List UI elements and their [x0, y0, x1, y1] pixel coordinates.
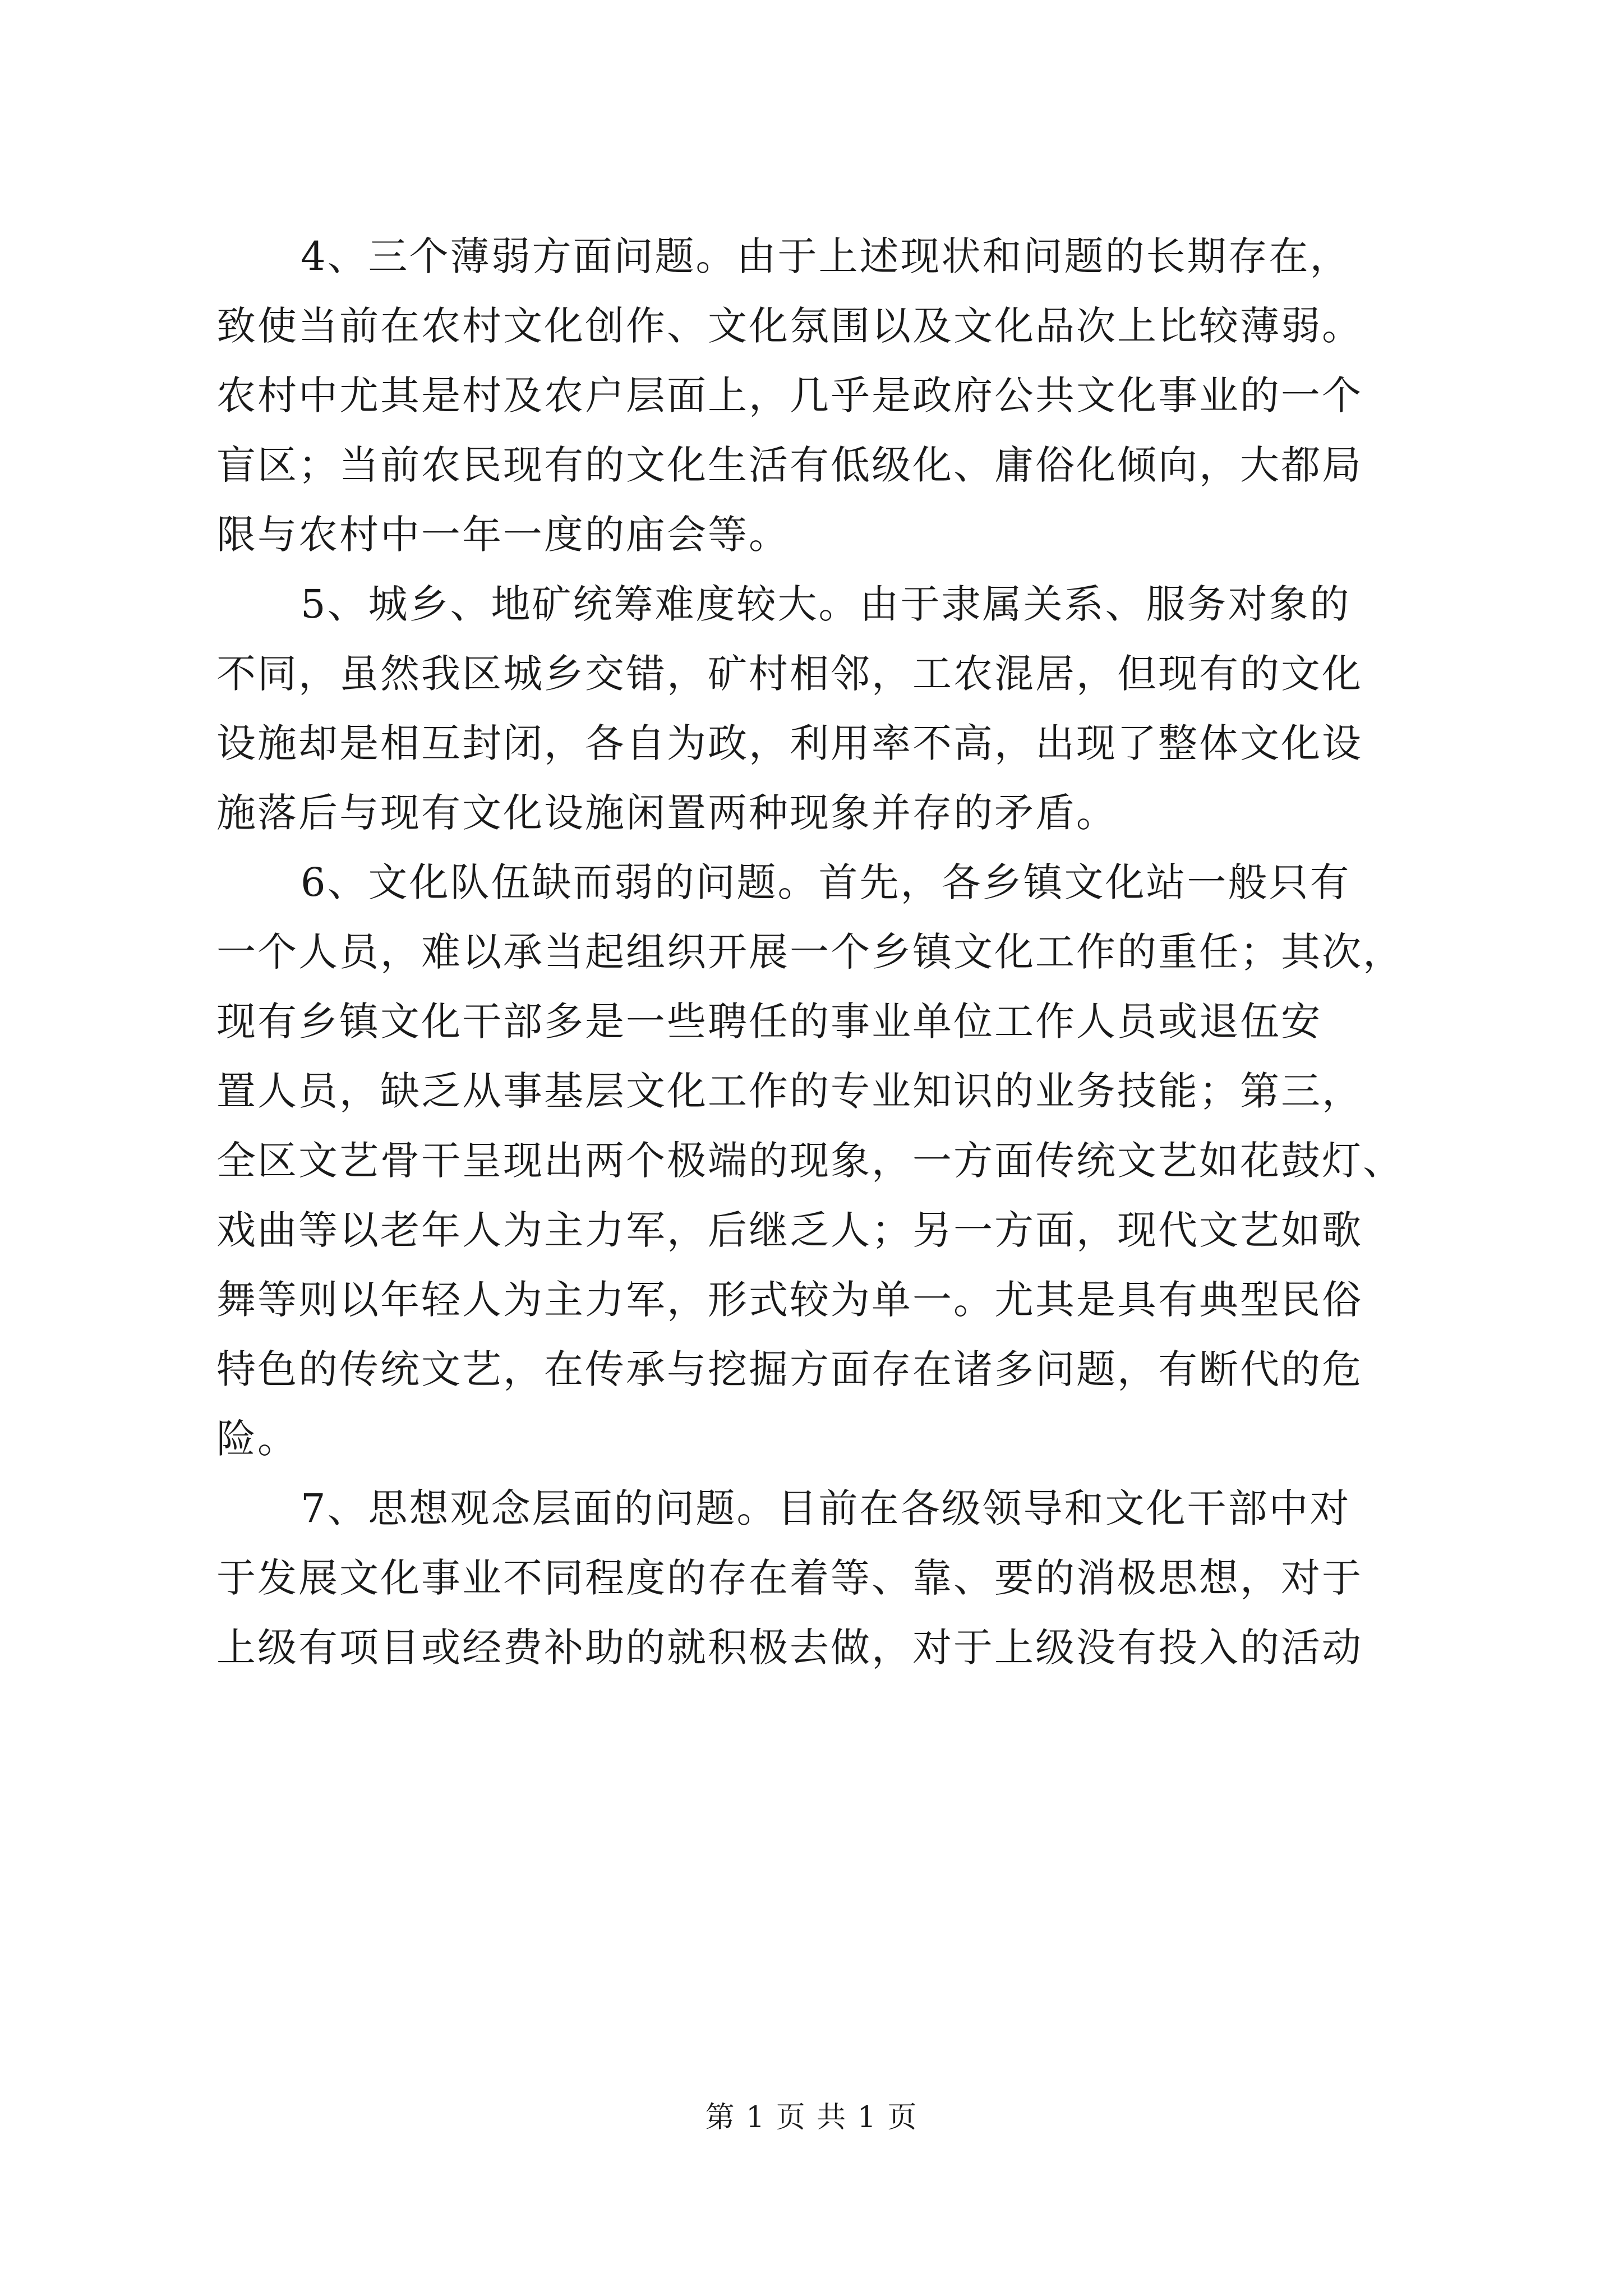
text-line: 于发展文化事业不同程度的存在着等、靠、要的消极思想，对于 [216, 1555, 1363, 1601]
text-line: 施落后与现有文化设施闲置两种现象并存的矛盾。 [216, 790, 1117, 836]
text-line: 险。 [216, 1416, 298, 1462]
paragraph-7 [216, 1474, 1408, 1682]
text-line: 一个人员，难以承当起组织开展一个乡镇文化工作的重任；其次， [216, 929, 1404, 975]
text-line: 致使当前在农村文化创作、文化氛围以及文化品次上比较薄弱。 [216, 303, 1363, 349]
text-line: 现有乡镇文化干部多是一些聘任的事业单位工作人员或退伍安 [216, 999, 1322, 1045]
text-line: 置人员，缺乏从事基层文化工作的专业知识的业务技能；第三， [216, 1068, 1363, 1114]
text-line: 5、城乡、地矿统筹难度较大。由于隶属关系、服务对象的 [301, 581, 1351, 627]
text-line: 7、思想观念层面的问题。目前在各级领导和文化干部中对 [301, 1485, 1351, 1531]
text-line: 6、文化队伍缺而弱的问题。首先，各乡镇文化站一般只有 [301, 859, 1351, 905]
text-line: 全区文艺骨干呈现出两个极端的现象，一方面传统文艺如花鼓灯、 [216, 1138, 1404, 1184]
paragraph-6 [216, 848, 1408, 1474]
text-line: 舞等则以年轻人为主力军，形式较为单一。尤其是具有典型民俗 [216, 1277, 1363, 1323]
text-line: 上级有项目或经费补助的就积极去做，对于上级没有投入的活动 [216, 1625, 1363, 1671]
text-line: 限与农村中一年一度的庙会等。 [216, 512, 790, 558]
text-line: 设施却是相互封闭，各自为政，利用率不高，出现了整体文化设 [216, 720, 1363, 766]
text-line: 戏曲等以老年人为主力军，后继乏人；另一方面，现代文艺如歌 [216, 1207, 1363, 1253]
text-line: 盲区；当前农民现有的文化生活有低级化、庸俗化倾向，大都局 [216, 442, 1363, 488]
page-footer: 第 1 页 共 1 页 [705, 2101, 918, 2134]
paragraph-5 [216, 569, 1408, 848]
text-line: 不同，虽然我区城乡交错，矿村相邻，工农混居，但现有的文化 [216, 651, 1363, 697]
paragraph-4 [216, 222, 1408, 569]
text-line: 农村中尤其是村及农户层面上，几乎是政府公共文化事业的一个 [216, 372, 1363, 418]
text-line: 特色的传统文艺，在传承与挖掘方面存在诸多问题，有断代的危 [216, 1346, 1363, 1392]
text-line: 4、三个薄弱方面问题。由于上述现状和问题的长期存在， [301, 233, 1351, 279]
document-body [216, 222, 1408, 1682]
